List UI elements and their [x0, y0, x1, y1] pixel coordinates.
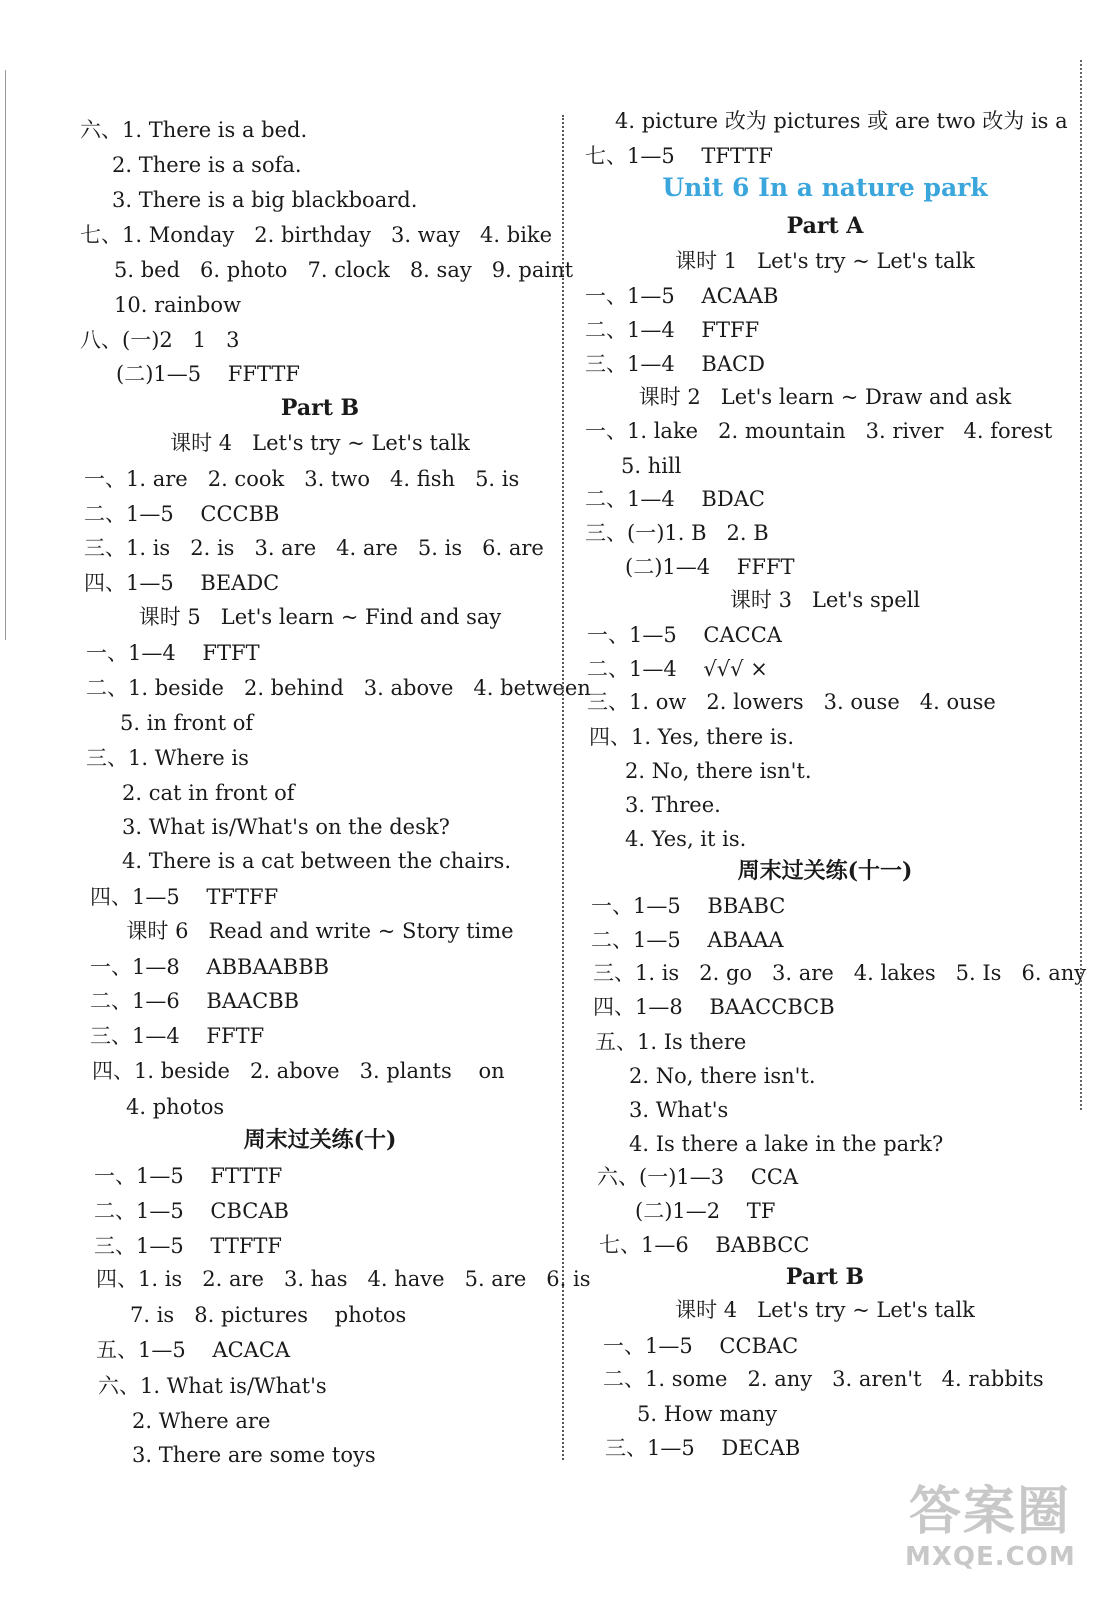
lesson-heading: 课时 4 Let's try ~ Let's talk: [675, 1298, 975, 1322]
answer-line: 10. rainbow: [114, 293, 241, 317]
answer-line: 一、1—5 FTTTF: [94, 1164, 283, 1188]
section-heading: 周末过关练(十一): [737, 858, 913, 884]
column-divider: [562, 115, 564, 1460]
lesson-heading: 课时 1 Let's try ~ Let's talk: [675, 249, 975, 273]
binding-edge-line: [5, 70, 6, 640]
answer-line: 三、1. is 2. is 3. are 4. are 5. is 6. are: [84, 536, 544, 560]
answer-line: 二、1. some 2. any 3. aren't 4. rabbits: [603, 1367, 1044, 1391]
answer-line: 一、1—5 CACCA: [587, 623, 782, 647]
watermark: [905, 1482, 1075, 1592]
answer-line: 二、1—4 FTFF: [585, 318, 760, 342]
lesson-heading: 课时 6 Read and write ~ Story time: [126, 919, 514, 943]
page-edge-line: [1080, 60, 1082, 1110]
answer-line: 一、1. are 2. cook 3. two 4. fish 5. is: [84, 467, 520, 491]
answer-line: 二、1—5 ABAAA: [591, 928, 784, 952]
watermark-logo: 答案圈: [908, 1482, 1071, 1542]
answer-line: 四、1—5 BEADC: [84, 571, 280, 595]
section-heading: Part A: [786, 213, 864, 239]
answer-line: 7. is 8. pictures photos: [130, 1303, 407, 1327]
answer-line: 2. There is a sofa.: [112, 153, 302, 177]
answer-line: 二、1—5 CCCBB: [84, 502, 280, 526]
answer-line: 三、1. is 2. go 3. are 4. lakes 5. Is 6. any: [593, 961, 1087, 985]
answer-line: 四、1—8 BAACCBCB: [593, 995, 835, 1019]
answer-line: 六、(一)1—3 CCA: [597, 1165, 799, 1189]
section-heading: 周末过关练(十): [243, 1127, 397, 1153]
watermark-site: MXQE.COM: [905, 1542, 1076, 1572]
answer-line: 三、1—4 BACD: [585, 352, 765, 376]
answer-line: 一、1—5 BBABC: [591, 894, 786, 918]
answer-line: 5. How many: [637, 1402, 778, 1426]
answer-line: 2. cat in front of: [122, 781, 295, 805]
answer-line: 4. There is a cat between the chairs.: [122, 849, 511, 873]
answer-line: 二、1. beside 2. behind 3. above 4. between: [86, 676, 591, 700]
answer-line: 四、1—5 TFTFF: [90, 885, 279, 909]
answer-line: 五、1—5 ACACA: [96, 1338, 291, 1362]
answer-line: 3. What's: [629, 1098, 729, 1122]
lesson-heading: 课时 3 Let's spell: [729, 588, 921, 612]
lesson-heading: 课时 2 Let's learn ~ Draw and ask: [638, 385, 1012, 409]
answer-line: 4. Is there a lake in the park?: [629, 1132, 944, 1156]
answer-line: (二)1—5 FFTTF: [116, 362, 300, 386]
answer-line: 3. There are some toys: [132, 1443, 376, 1467]
answer-line: 5. hill: [621, 454, 682, 478]
answer-line: 三、(一)1. B 2. B: [585, 521, 769, 545]
answer-line: 2. No, there isn't.: [625, 759, 812, 783]
answer-line: (二)1—2 TF: [635, 1199, 776, 1223]
answer-line: 三、1—5 TTFTF: [94, 1234, 282, 1258]
answer-line: 一、1. lake 2. mountain 3. river 4. forest: [585, 419, 1053, 443]
answer-line: 5. in front of: [120, 711, 254, 735]
answer-line: 4. photos: [126, 1095, 225, 1119]
answer-line: 七、1—5 TFTTF: [585, 144, 773, 168]
answer-line: 3. What is/What's on the desk?: [122, 815, 450, 839]
answer-line: 六、1. What is/What's: [98, 1374, 327, 1398]
answer-line: (二)1—4 FFFT: [625, 555, 795, 579]
answer-line: 一、1—5 CCBAC: [603, 1334, 799, 1358]
answer-line: 二、1—5 CBCAB: [94, 1199, 289, 1223]
answer-line: 3. Three.: [625, 793, 721, 817]
answer-line: 三、1—5 DECAB: [605, 1436, 801, 1460]
section-heading: Part B: [785, 1264, 865, 1290]
answer-line: 四、1. is 2. are 3. has 4. have 5. are 6. is: [96, 1267, 591, 1291]
unit-title: Unit 6 In a nature park: [662, 173, 988, 202]
lesson-heading: 课时 5 Let's learn ~ Find and say: [138, 605, 502, 629]
answer-line: 七、1—6 BABBCC: [599, 1233, 810, 1257]
answer-line: 三、1—4 FFTF: [90, 1024, 265, 1048]
answer-line: 一、1—5 ACAAB: [585, 284, 779, 308]
answer-line: 5. bed 6. photo 7. clock 8. say 9. paint: [114, 258, 574, 282]
answer-line: 二、1—4 √√√ ×: [587, 657, 768, 681]
answer-line: 一、1—4 FTFT: [86, 641, 260, 665]
answer-line: 二、1—6 BAACBB: [90, 989, 300, 1013]
answer-line: 八、(一)2 1 3: [80, 328, 240, 352]
answer-line: 五、1. Is there: [595, 1030, 747, 1054]
answer-line: 2. No, there isn't.: [629, 1064, 816, 1088]
answer-line: 三、1. Where is: [86, 746, 249, 770]
answer-line: 二、1—4 BDAC: [585, 487, 765, 511]
lesson-heading: 课时 4 Let's try ~ Let's talk: [170, 431, 470, 455]
answer-line: 4. picture 改为 pictures 或 are two 改为 is a: [615, 109, 1068, 133]
answer-line: 六、1. There is a bed.: [80, 118, 308, 142]
answer-line: 2. Where are: [132, 1409, 271, 1433]
section-heading: Part B: [280, 395, 360, 421]
answer-line: 七、1. Monday 2. birthday 3. way 4. bike: [80, 223, 553, 247]
answer-line: 3. There is a big blackboard.: [112, 188, 418, 212]
answer-line: 四、1. Yes, there is.: [589, 725, 795, 749]
answer-line: 一、1—8 ABBAABBB: [90, 955, 330, 979]
answer-line: 三、1. ow 2. lowers 3. ouse 4. ouse: [587, 690, 996, 714]
answer-line: 4. Yes, it is.: [625, 827, 747, 851]
answer-line: 四、1. beside 2. above 3. plants on: [92, 1059, 505, 1083]
